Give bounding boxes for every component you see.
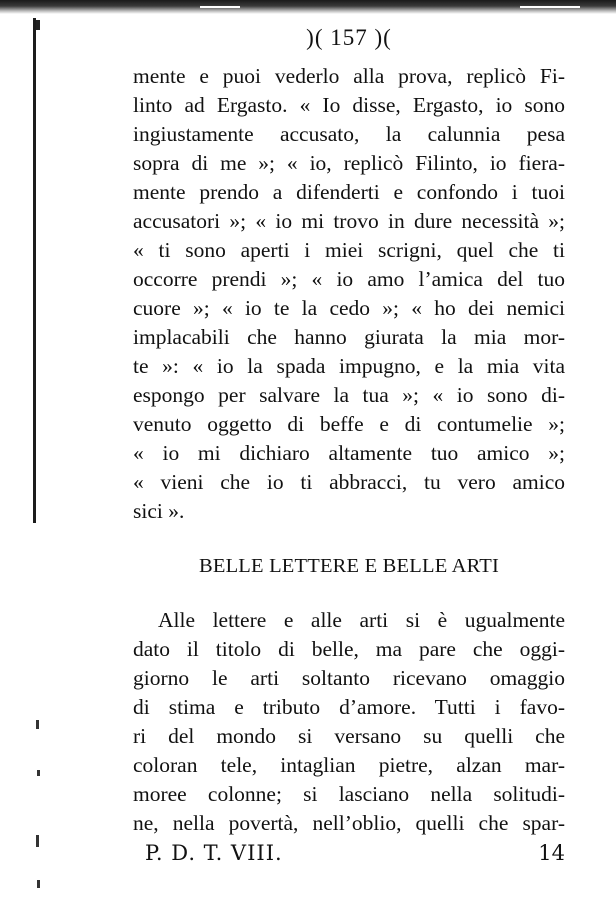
text-line: coloran tele, intaglian pietre, alzan mar- xyxy=(133,753,565,777)
page-footer xyxy=(133,838,565,868)
text-line: Alle lettere e alle arti si è ugualmente xyxy=(158,608,565,632)
scan-edge-speck xyxy=(520,6,580,8)
gathering-number: 14 xyxy=(538,841,565,865)
page-number: )( 157 )( xyxy=(306,25,392,50)
text-line: linto ad Ergasto. « Io disse, Ergasto, io sono xyxy=(133,93,565,117)
text-line: giorno le arti soltanto ricevano omaggio xyxy=(133,666,565,690)
text-line: accusatori »; « io mi trovo in dure necessità »; xyxy=(133,209,565,233)
text-line: « ti sono aperti i miei scrigni, quel che ti xyxy=(133,238,565,262)
text-line: « vieni che io ti abbracci, tu vero amico xyxy=(133,470,565,494)
text-line: « io mi dichiaro altamente tuo amico »; xyxy=(133,441,565,465)
signature-mark: P. D. T. VIII. xyxy=(145,841,283,865)
text-line: sopra di me »; « io, replicò Filinto, io fiera- xyxy=(133,151,565,175)
text-line: mente prendo a difenderti e confondo i tuoi xyxy=(133,180,565,204)
scan-speck xyxy=(36,835,39,847)
text-line: di stima e tributo d’amore. Tutti i favo- xyxy=(133,695,565,719)
scan-speck xyxy=(37,880,40,888)
scan-edge-speck xyxy=(200,6,240,8)
text-line: ne, nella povertà, nell’oblio, quelli che spar- xyxy=(133,811,565,835)
book-page xyxy=(133,24,565,838)
text-line: espongo per salvare la tua »; « io sono di- xyxy=(133,383,565,407)
text-line: occorre prendi »; « io amo l’amica del tuo xyxy=(133,267,565,291)
text-line: implacabili che hanno giurata la mia mor- xyxy=(133,325,565,349)
text-line: ri del mondo si versano su quelli che xyxy=(133,724,565,748)
section-paragraph xyxy=(133,606,565,838)
text-line: venuto oggetto di beffe e di contumelie »; xyxy=(133,412,565,436)
text-line: dato il titolo di belle, ma pare che oggi- xyxy=(133,637,565,661)
scan-speck xyxy=(36,720,39,729)
binding-gutter-mark xyxy=(36,20,40,30)
scan-speck xyxy=(37,770,40,776)
text-line: mente e puoi vederlo alla prova, replicò Fi- xyxy=(133,64,565,88)
text-line: sici ». xyxy=(133,499,185,523)
text-line: te »: « io la spada impugno, e la mia vita xyxy=(133,354,565,378)
text-line: cuore »; « io te la cedo »; « ho dei nemici xyxy=(133,296,565,320)
text-line: moree colonne; si lasciano nella solitudi- xyxy=(133,782,565,806)
section-heading: BELLE LETTERE E BELLE ARTI xyxy=(198,555,500,577)
text-line: ingiustamente accusato, la calunnia pesa xyxy=(133,122,565,146)
binding-gutter-line xyxy=(33,18,36,523)
body-text xyxy=(133,62,565,526)
